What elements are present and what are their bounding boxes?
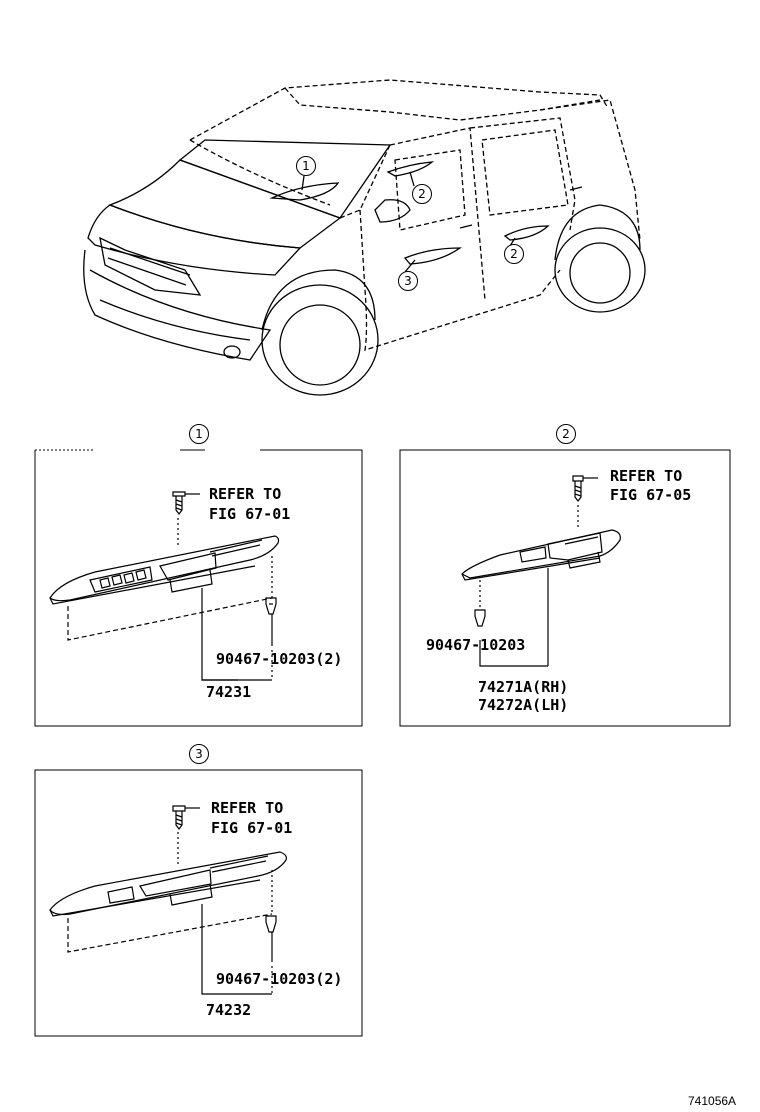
panel-1-refer-line1: REFER TO: [209, 485, 282, 503]
panel-2-refer-line1: REFER TO: [610, 467, 683, 485]
panel-3-callout: 3: [189, 744, 209, 764]
panel-3-main-part-number: 74232: [206, 1001, 252, 1019]
panel-1-refer-line2: FIG 67-01: [209, 505, 291, 523]
panel-1-callout: 1: [189, 424, 209, 444]
vehicle-illustration: [84, 80, 645, 395]
panel-1-clip-part-number: 90467-10203(2): [216, 650, 343, 668]
panel-2-main-part-rh: 74271A(RH): [478, 678, 569, 696]
callout-1-on-car: 1: [296, 156, 316, 176]
figure-id: 741056A: [688, 1094, 737, 1108]
panel-3-refer-line1: REFER TO: [211, 799, 284, 817]
panel-1-main-part-number: 74231: [206, 683, 252, 701]
panel-3-frame: [35, 770, 362, 1036]
panel-3-refer-line2: FIG 67-01: [211, 819, 293, 837]
callout-2-on-car-rear: 2: [504, 244, 524, 264]
panel-1-frame: [35, 450, 362, 726]
panel-2-callout: 2: [556, 424, 576, 444]
panel-3-clip-part-number: 90467-10203(2): [216, 970, 343, 988]
panel-2-clip-part-number: 90467-10203: [426, 636, 526, 654]
callout-2-on-car-front: 2: [412, 184, 432, 204]
panel-2-refer-line2: FIG 67-05: [610, 486, 692, 504]
panel-2-main-part-lh: 74272A(LH): [478, 696, 569, 714]
callout-3-on-car: 3: [398, 271, 418, 291]
